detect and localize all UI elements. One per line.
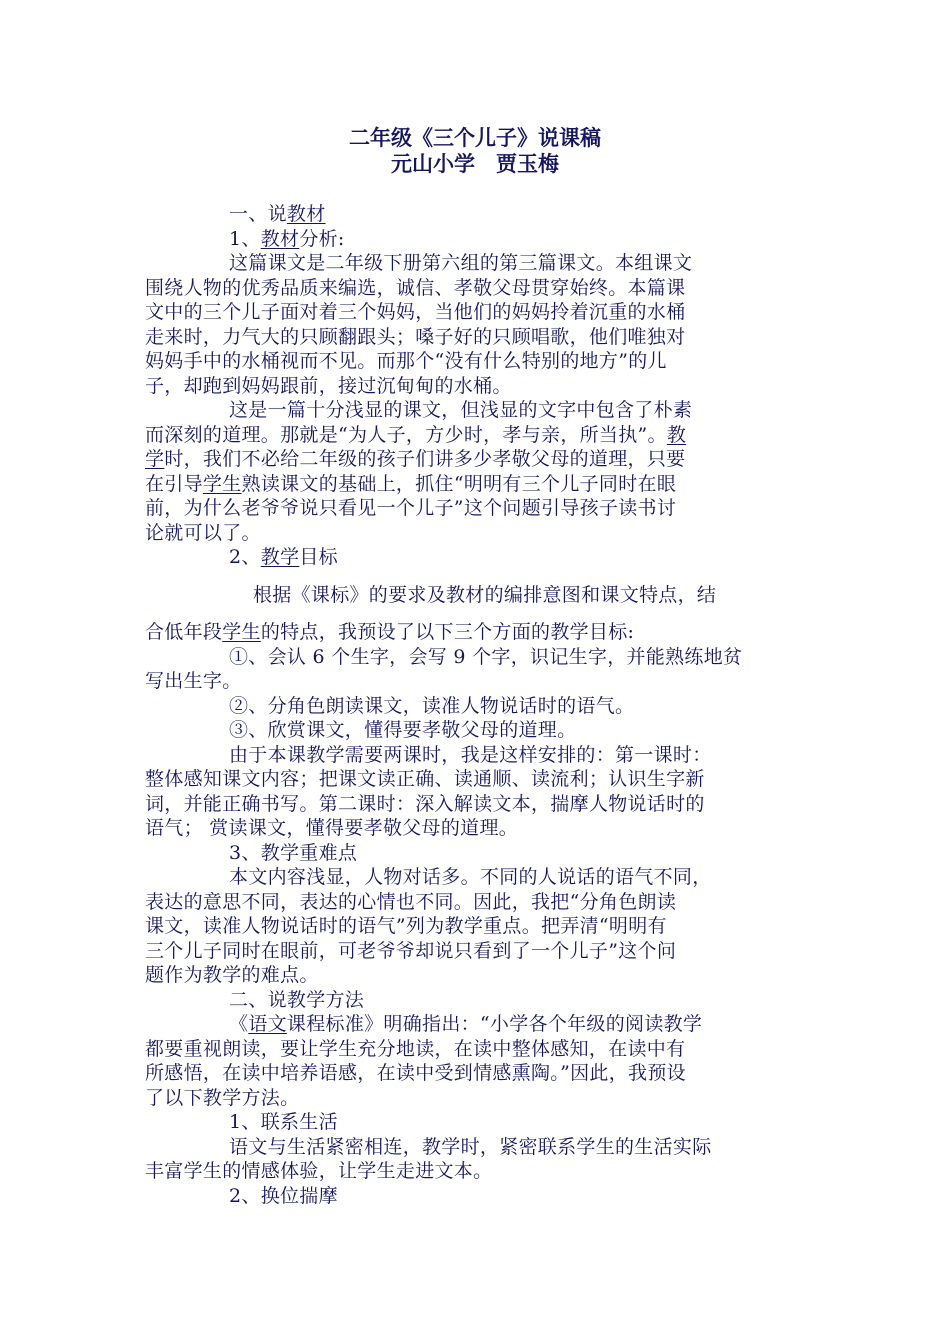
text-span: 课程标准》明确指出：“小学各个年级的阅读教学 <box>286 1013 703 1035</box>
text-line: 子，却跑到妈妈跟前，接过沉甸甸的水桶。 <box>145 374 512 397</box>
document-body <box>145 202 810 1208</box>
text-span: 2、 <box>229 546 261 568</box>
text-line: 所感悟，在读中培养语感，在读中受到情感熏陶。”因此，我预设 <box>145 1062 686 1084</box>
document-title: 二年级《三个儿子》说课稿 <box>349 126 601 150</box>
text-line: 课文，读准人物说话时的语气”列为教学重点。把弄清“明明有 <box>145 915 667 937</box>
text-line: 表达的意思不同，表达的心情也不同。因此，我把“分角色朗读 <box>145 890 677 913</box>
text-line <box>145 1012 810 1037</box>
text-line: 由于本课教学需要两课时，我是这样安排的：第一课时： <box>229 743 712 766</box>
text-line: 词，并能正确书写。第二课时：深入解读文本，揣摩人物说话时的 <box>145 792 705 815</box>
text-span: 目标 <box>299 546 338 568</box>
underlined-term: 学生 <box>222 621 261 643</box>
text-line: 题作为教学的难点。 <box>145 964 319 986</box>
subsection-heading: 2、换位揣摩 <box>229 1184 338 1207</box>
text-line: 写出生字。 <box>145 670 242 692</box>
text-line <box>145 620 810 645</box>
text-line: 走来时，力气大的只顾翻跟头；嗓子好的只顾唱歌，他们唯独对 <box>145 325 686 348</box>
text-line: 这篇课文是二年级下册第六组的第三篇课文。本组课文 <box>229 252 693 274</box>
text-span: 熟读课文的基础上，抓住“明明有三个儿子同时在眼 <box>241 472 677 495</box>
underlined-term: 教材 <box>286 203 326 225</box>
underlined-term: 语文 <box>248 1013 287 1035</box>
text-line <box>145 472 810 497</box>
text-line: 都要重视朗读，要让学生充分地读，在读中整体感知，在读中有 <box>145 1037 686 1060</box>
text-line: 根据《课标》的要求及教材的编排意图和课文特点，结 <box>253 583 717 606</box>
text-line: 妈妈手中的水桶视而不见。而那个“没有什么特别的地方”的儿 <box>145 350 667 372</box>
text-span: 一、说 <box>229 203 287 225</box>
text-line: 三个儿子同时在眼前，可老爷爷却说只看到了一个儿子”这个问 <box>145 939 677 962</box>
subsection-heading: 3、教学重难点 <box>229 841 358 864</box>
text-span: 在引导 <box>145 472 203 495</box>
document-subtitle: 元山小学 贾玉梅 <box>391 152 559 176</box>
text-line: 了以下教学方法。 <box>145 1086 300 1109</box>
text-line <box>145 423 810 448</box>
text-line: 这是一篇十分浅显的课文，但浅显的文字中包含了朴素 <box>229 399 693 421</box>
text-line: ③、欣赏课文，懂得要孝敬父母的道理。 <box>229 719 577 741</box>
text-span: 的特点，我预设了以下三个方面的教学目标: <box>260 621 635 643</box>
text-line: 论就可以了。 <box>145 521 261 544</box>
text-span: 《 <box>229 1013 249 1035</box>
text-line: ②、分角色朗读课文，读准人物说话时的语气。 <box>229 694 635 717</box>
text-line: 丰富学生的情感体验，让学生走进文本。 <box>145 1160 493 1182</box>
text-line: ①、会认 6 个生字，会写 9 个字，识记生字，并能熟练地贫 <box>229 645 743 668</box>
section-heading <box>145 202 810 227</box>
section-heading: 二、说教学方法 <box>229 988 365 1011</box>
text-span: 合低年段 <box>145 621 223 643</box>
text-span: 分析: <box>299 227 345 250</box>
text-span: 而深刻的道理。那就是“为人子，方少时，孝与亲，所当执”。 <box>145 423 667 446</box>
text-line <box>145 447 810 472</box>
underlined-term: 教材 <box>260 227 300 250</box>
text-line: 语文与生活紧密相连，教学时，紧密联系学生的生活实际 <box>229 1135 712 1158</box>
text-span: 时，我们不必给二年级的孩子们讲多少孝敬父母的道理，只要 <box>164 448 686 470</box>
subsection-heading: 1、联系生活 <box>229 1111 338 1133</box>
underlined-term: 学 <box>145 448 165 470</box>
text-line: 前，为什么老爷爷说只看见一个儿子”这个问题引导孩子读书讨 <box>145 497 677 519</box>
text-span: 1、 <box>229 227 261 250</box>
text-line: 围绕人物的优秀品质来编选，诚信、孝敬父母贯穿始终。本篇课 <box>145 276 686 299</box>
text-line: 语气； 赏读课文，懂得要孝敬父母的道理。 <box>145 817 519 839</box>
underlined-term: 教 <box>666 423 687 446</box>
underlined-term: 教学 <box>260 546 300 568</box>
underlined-term: 学生 <box>202 472 242 495</box>
text-line: 本文内容浅显，人物对话多。不同的人说话的语气不同， <box>229 866 712 888</box>
subsection-heading <box>145 545 810 570</box>
subsection-heading <box>145 227 810 252</box>
text-line: 文中的三个儿子面对着三个妈妈，当他们的妈妈拎着沉重的水桶 <box>145 301 686 323</box>
text-line: 整体感知课文内容；把课文读正确、读通顺、读流利；认识生字新 <box>145 768 705 790</box>
